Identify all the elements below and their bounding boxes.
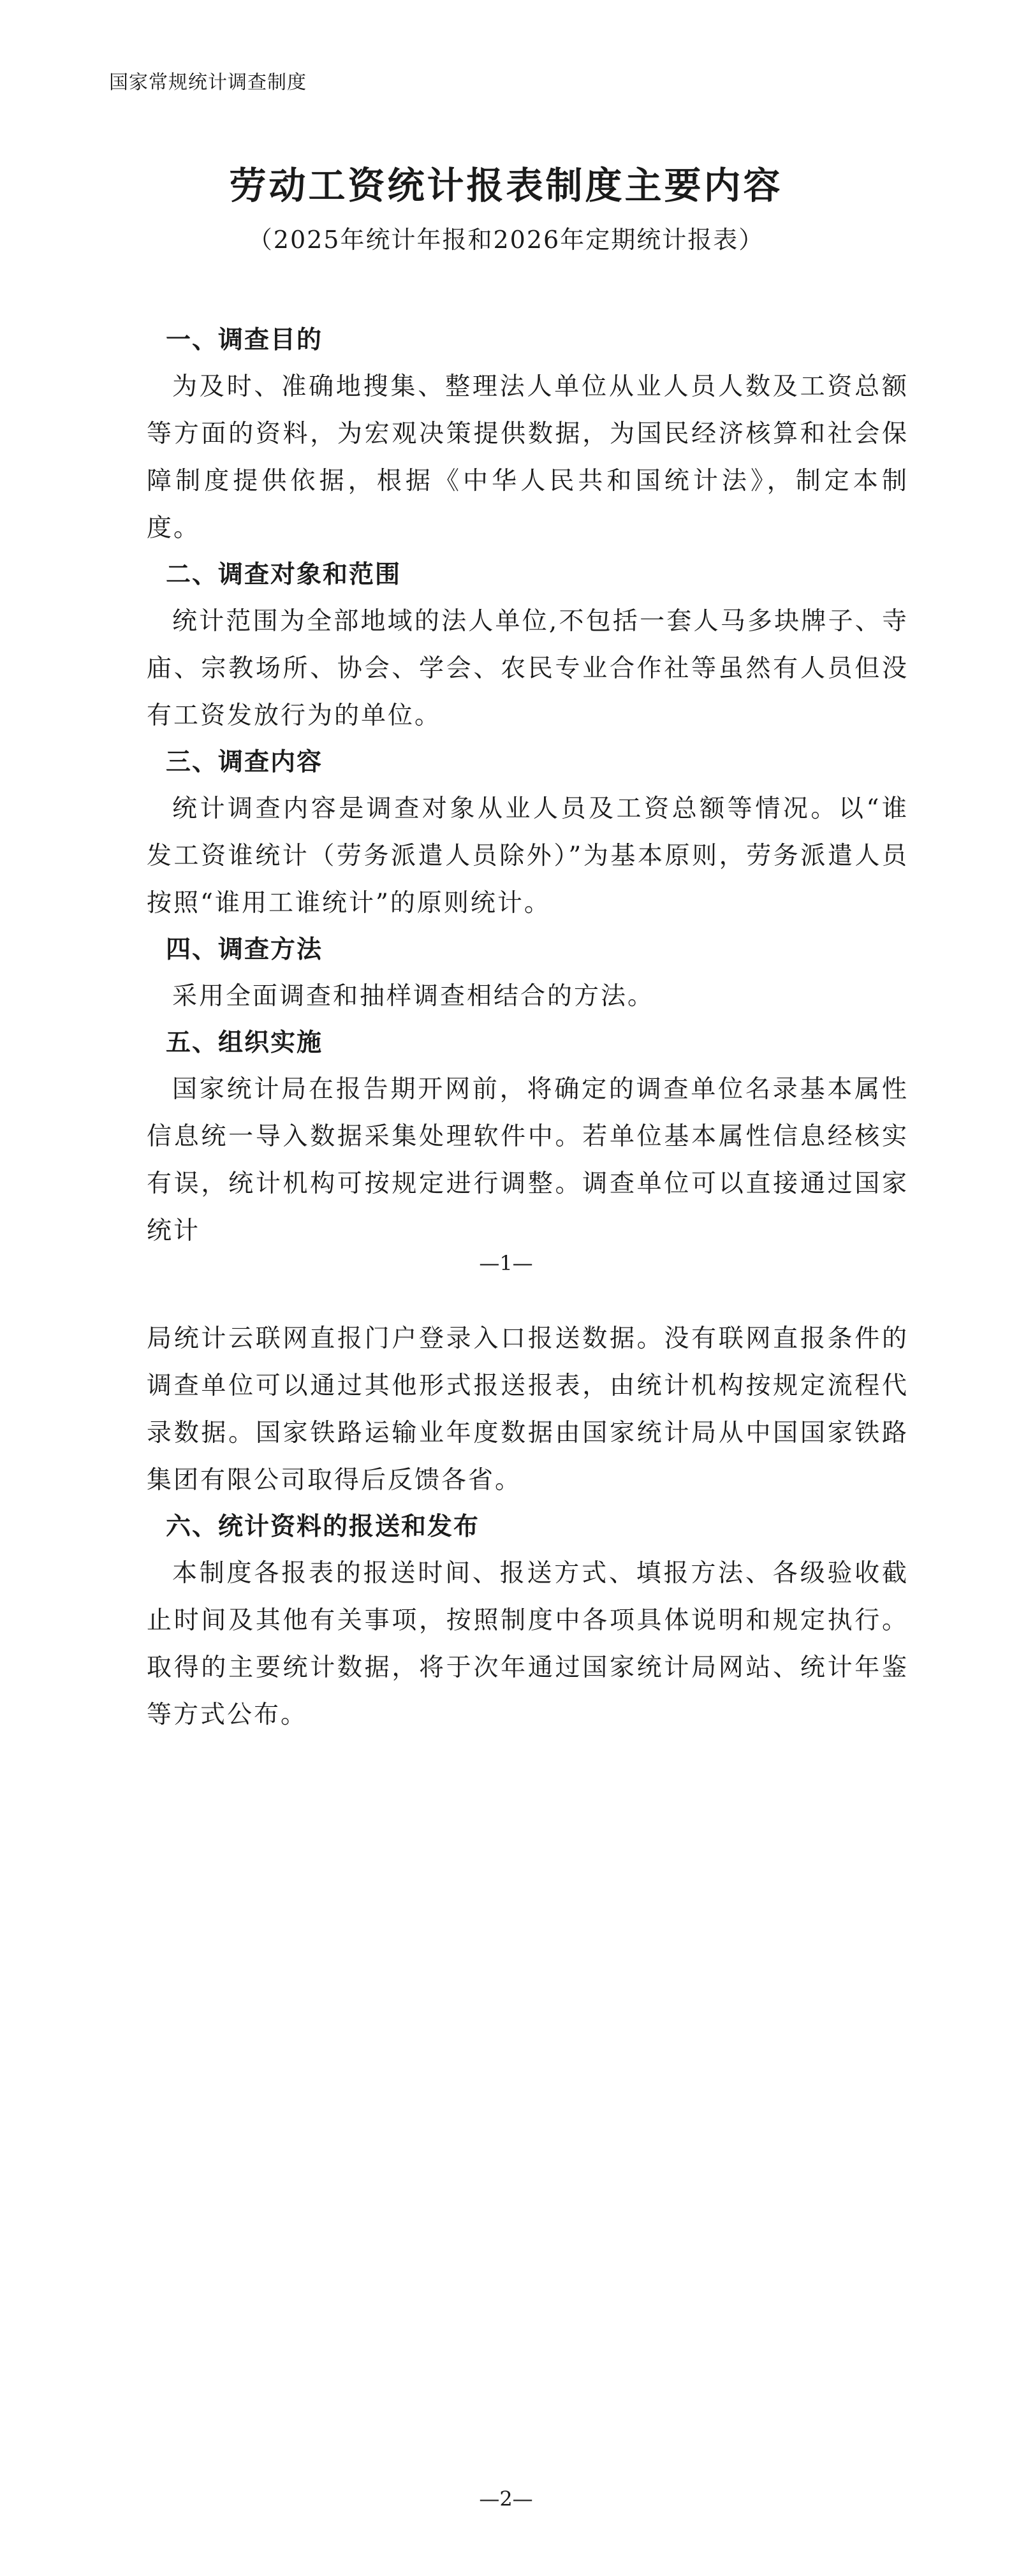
document-title: 劳动工资统计报表制度主要内容	[229, 164, 783, 207]
document-header: 国家常规统计调查制度	[109, 71, 307, 94]
section-text: 采用全面调查和抽样调查相结合的方法。	[172, 982, 655, 1011]
continuation-text: 局统计云联网直报门户登录入口报送数据。没有联网直报条件的调查单位可以通过其他形式报送报表，由统计机构按规定流程代录数据。国家铁路运输业年度数据由国家统计局从中国国家铁路集团有限公司取得后反馈各省。	[147, 1324, 909, 1495]
section-heading: 三、调查内容	[166, 748, 323, 777]
section-heading: 六、统计资料的报送和发布	[166, 1512, 480, 1541]
section-text: 为及时、准确地搜集、整理法人单位从业人员人数及工资总额等方面的资料，为宏观决策提供数据，为国民经济核算和社会保障制度提供依据，根据《中华人民共和国统计法》，制定本制度。	[147, 372, 909, 543]
section-heading: 四、调查方法	[166, 935, 323, 964]
section-reporting	[147, 1504, 909, 1739]
section-text: 统计调查内容是调查对象从业人员及工资总额等情况。以“谁发工资谁统计（劳务派遣人员除外）”为基本原则，劳务派遣人员按照“谁用工谁统计”的原则统计。	[147, 794, 909, 918]
section-text: 统计范围为全部地域的法人单位,不包括一套人马多块牌子、寺庙、宗教场所、协会、学会、农民专业合作社等虽然有人员但没有工资发放行为的单位。	[147, 607, 909, 730]
section-content	[147, 740, 909, 927]
section-heading: 五、组织实施	[166, 1028, 323, 1057]
section-text: 国家统计局在报告期开网前，将确定的调查单位名录基本属性信息统一导入数据采集处理软件中。若单位基本属性信息经核实有误，统计机构可按规定进行调整。调查单位可以直接通过国家统计	[147, 1075, 909, 1245]
page-2-body	[147, 1315, 909, 1739]
section-method	[147, 927, 909, 1020]
document-subtitle: （2025年统计年报和2026年定期统计报表）	[247, 226, 765, 254]
section-organization	[147, 1020, 909, 1255]
page-number: —2—	[479, 2487, 533, 2511]
section-purpose	[147, 318, 909, 552]
section-heading: 二、调查对象和范围	[166, 560, 402, 589]
section-scope	[147, 552, 909, 740]
section-heading: 一、调查目的	[166, 326, 323, 355]
page-1-body	[147, 318, 909, 1255]
section-text: 本制度各报表的报送时间、报送方式、填报方法、各级验收截止时间及其他有关事项，按照制度中各项具体说明和规定执行。取得的主要统计数据，将于次年通过国家统计局网站、统计年鉴等方式公布。	[147, 1559, 909, 1729]
page-number: —1—	[479, 1251, 533, 1275]
